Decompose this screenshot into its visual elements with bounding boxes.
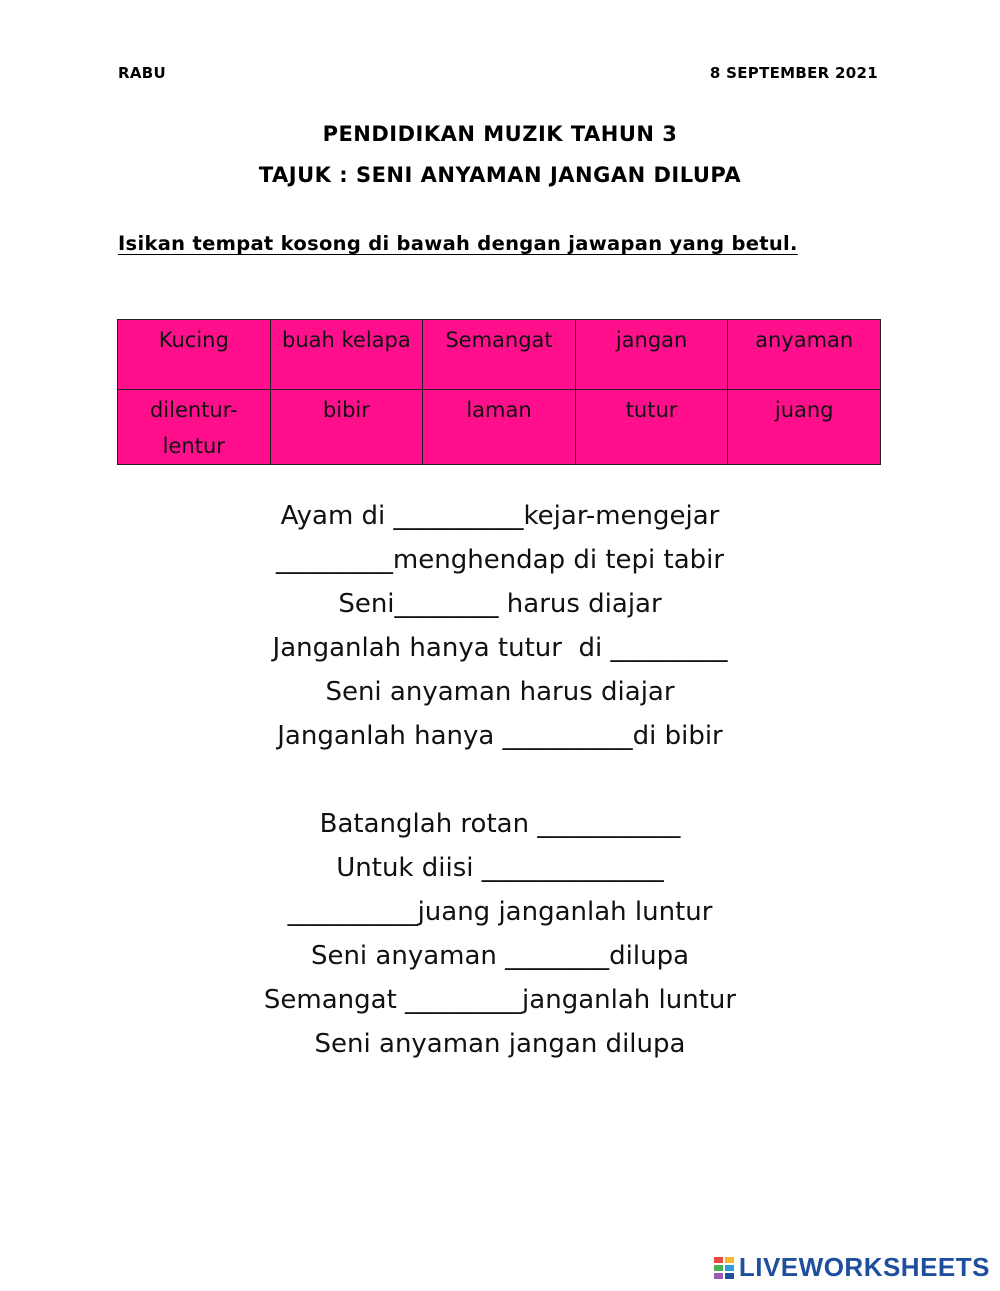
word-bank-cell: bibir xyxy=(270,390,423,465)
word-bank-cell: juang xyxy=(728,390,881,465)
word-bank-cell: anyaman xyxy=(728,320,881,390)
poem-line: __________juang janganlah luntur xyxy=(287,897,713,927)
poem-line: Semangat _________janganlah luntur xyxy=(263,985,737,1015)
stanza-gap xyxy=(0,758,1000,802)
page-title: PENDIDIKAN MUZIK TAHUN 3 xyxy=(322,122,678,146)
page-subtitle: TAJUK : SENI ANYAMAN JANGAN DILUPA xyxy=(258,163,742,187)
poem-line: Seni anyaman harus diajar xyxy=(325,677,675,707)
word-bank-table xyxy=(117,319,881,465)
instruction-text: Isikan tempat kosong di bawah dengan jawapan yang betul. xyxy=(118,232,798,255)
word-bank-row xyxy=(118,320,881,390)
word-bank-cell: laman xyxy=(423,390,576,465)
poem-stanza-1 xyxy=(0,494,1000,758)
poem-line: Seni anyaman jangan dilupa xyxy=(314,1029,686,1059)
poem-line: Batanglah rotan ___________ xyxy=(319,809,681,839)
header-day: RABU xyxy=(118,64,166,82)
header-date: 8 SEPTEMBER 2021 xyxy=(709,64,878,82)
poem-stanza-2 xyxy=(0,802,1000,1066)
word-bank-cell: jangan xyxy=(575,320,728,390)
poem xyxy=(0,494,1000,1066)
word-bank-cell: Kucing xyxy=(118,320,271,390)
poem-line: Janganlah hanya __________di bibir xyxy=(277,721,723,751)
liveworksheets-brand[interactable] xyxy=(713,1252,990,1283)
word-bank-cell: buah kelapa xyxy=(270,320,423,390)
brand-name: LIVEWORKSHEETS xyxy=(738,1252,990,1282)
word-bank-row xyxy=(118,390,881,465)
poem-line: Seni anyaman ________dilupa xyxy=(310,941,690,971)
poem-line: Untuk diisi ______________ xyxy=(336,853,664,883)
liveworksheets-logo-icon xyxy=(713,1256,735,1280)
poem-line: _________menghendap di tepi tabir xyxy=(275,545,725,575)
word-bank-cell: Semangat xyxy=(423,320,576,390)
word-bank-cell: dilentur-lentur xyxy=(118,390,271,465)
word-bank-cell: tutur xyxy=(575,390,728,465)
poem-line: Janganlah hanya tutur di _________ xyxy=(272,633,728,663)
poem-line: Seni________ harus diajar xyxy=(338,589,662,619)
poem-line: Ayam di __________kejar-mengejar xyxy=(280,501,720,531)
